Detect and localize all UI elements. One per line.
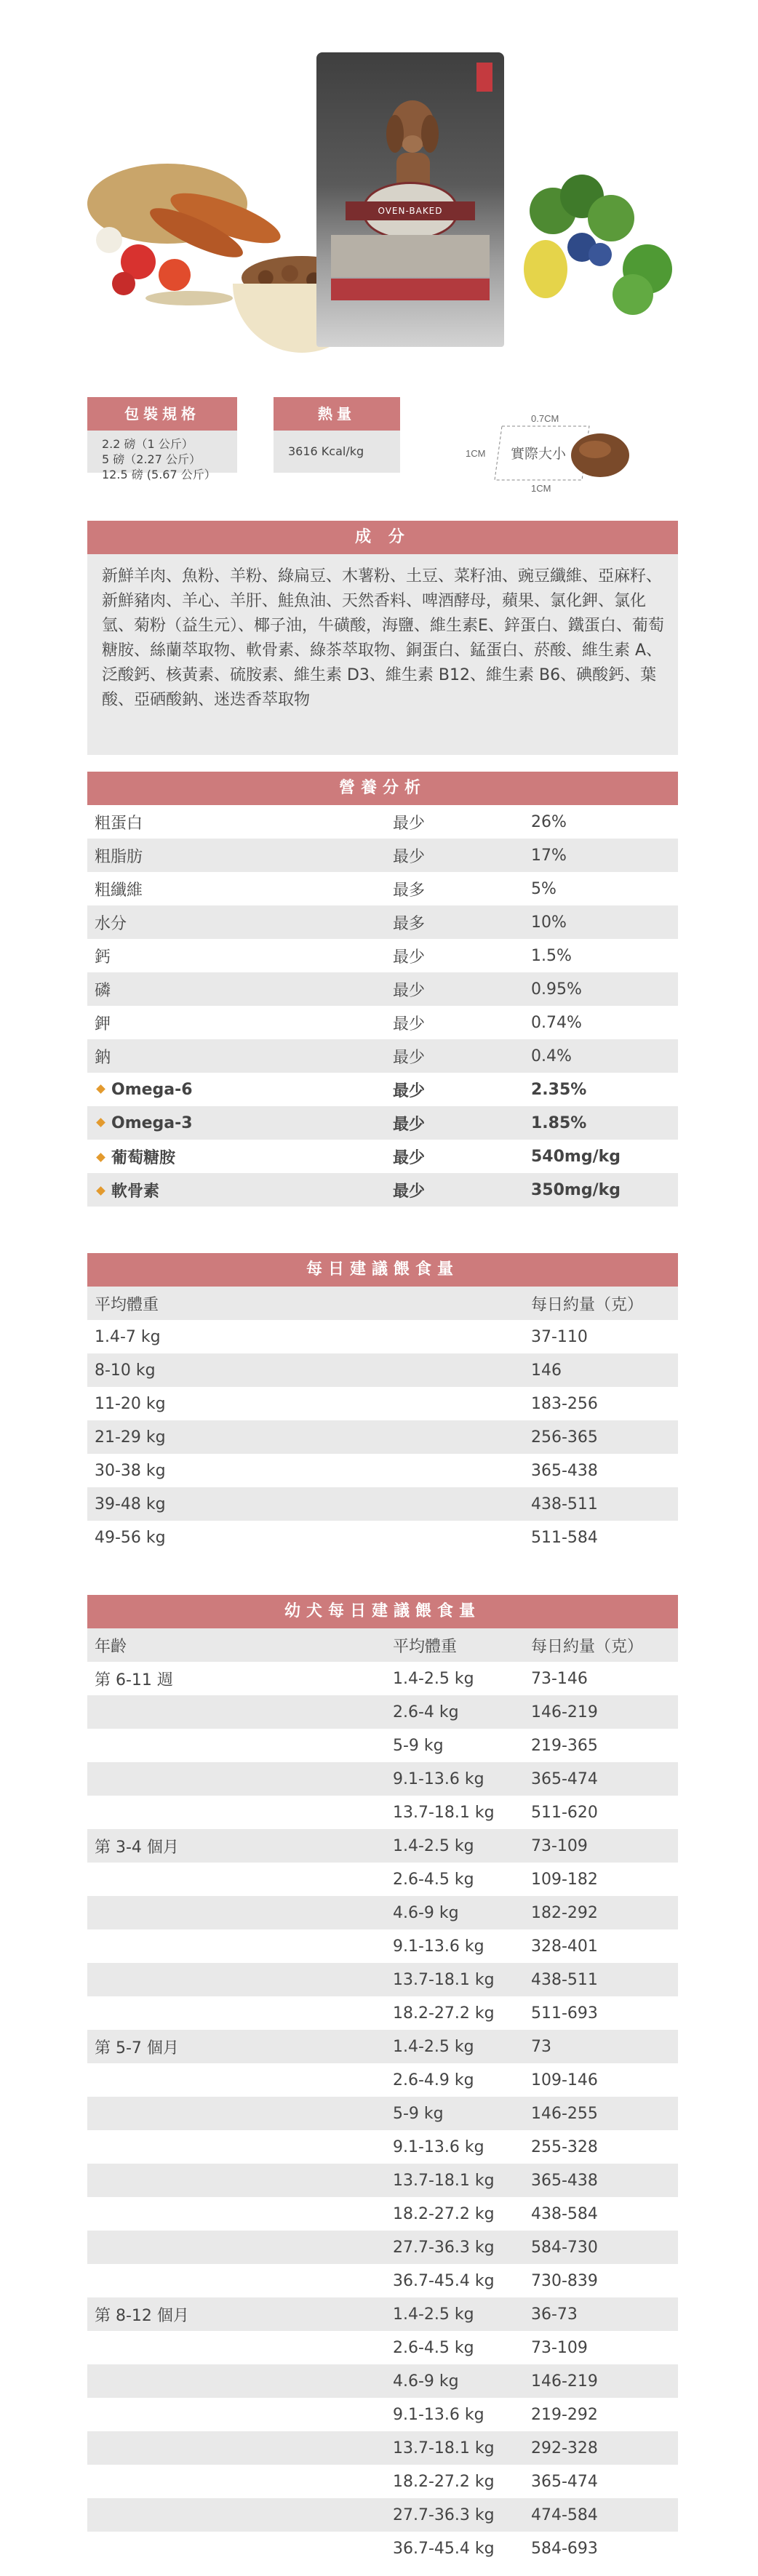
package-size-line: 12.5 磅 (5.67 公斤）: [102, 468, 216, 481]
nutrient-qualifier: 最少: [393, 948, 426, 967]
table-row: [87, 2130, 678, 2164]
nutrient-name: 粗蛋白: [95, 814, 143, 833]
table-row: [87, 2398, 678, 2431]
nutrient-qualifier: 最少: [393, 1048, 426, 1067]
calorie-title: 熱量: [274, 397, 400, 431]
weight-cell: 13.7-18.1 kg: [393, 2439, 495, 2457]
table-row: [87, 905, 678, 939]
table-row: [87, 2097, 678, 2130]
amount-cell: 36-73: [531, 2305, 578, 2324]
table-row: [87, 1662, 678, 1695]
daily-feeding-title: 每日建議餵食量: [87, 1253, 678, 1287]
nutrient-qualifier: 最少: [393, 847, 426, 866]
nutrition-table: [87, 805, 678, 1207]
actual-size-label: 實際大小: [511, 446, 567, 462]
amount-cell: 255-328: [531, 2137, 598, 2156]
weight-cell: 13.7-18.1 kg: [393, 2171, 495, 2190]
amount-cell: 73-109: [531, 2338, 588, 2357]
weight-cell: 5-9 kg: [393, 1736, 444, 1755]
weight-cell: 2.6-4.5 kg: [393, 2338, 474, 2357]
nutrient-value: 26%: [531, 812, 567, 831]
amount-cell: 730-839: [531, 2271, 598, 2290]
table-row: [87, 1173, 678, 1207]
table-row: [87, 1863, 678, 1896]
table-row: [87, 1073, 678, 1106]
amount-cell: 511-584: [531, 1528, 598, 1547]
nutrient-value: 0.4%: [531, 1047, 572, 1065]
nutrient-qualifier: 最少: [393, 814, 426, 833]
table-row: [87, 1729, 678, 1762]
amount-cell: 511-620: [531, 1803, 598, 1822]
table-row: [87, 2297, 678, 2331]
amount-cell: 146-219: [531, 2372, 598, 2391]
weight-cell: 2.6-4.5 kg: [393, 1870, 474, 1889]
nutrient-name: 鉀: [95, 1015, 111, 1033]
table-row: [87, 1762, 678, 1796]
size-top-dim: 0.7CM: [531, 413, 559, 424]
table-header-row: [87, 1628, 678, 1662]
column-header: 平均體重: [95, 1295, 159, 1314]
nutrient-name: Omega-3: [111, 1113, 193, 1132]
weight-cell: 1.4-7 kg: [95, 1327, 161, 1346]
table-row: [87, 1353, 678, 1387]
weight-cell: 9.1-13.6 kg: [393, 2137, 484, 2156]
table-row: [87, 2331, 678, 2364]
nutrient-qualifier: 最少: [393, 1148, 426, 1167]
table-row: [87, 2164, 678, 2197]
package-spec-body: [87, 431, 237, 481]
kibble-size-figure: [451, 404, 655, 492]
table-row: [87, 2532, 678, 2565]
table-row: [87, 1695, 678, 1729]
nutrient-value: 10%: [531, 913, 567, 932]
bag-stripe: [331, 235, 490, 277]
amount-cell: 328-401: [531, 1937, 598, 1956]
table-row: [87, 939, 678, 972]
table-row: [87, 805, 678, 839]
nutrient-value: 1.85%: [531, 1113, 587, 1132]
package-spec-title: 包裝規格: [87, 397, 237, 431]
daily-feeding-table: [87, 1287, 678, 1554]
bag-tag: [476, 63, 492, 92]
nutrient-value: 1.5%: [531, 946, 572, 965]
nutrient-name: 葡萄糖胺: [111, 1148, 176, 1167]
nutrient-name: 粗脂肪: [95, 847, 143, 866]
nutrition-section: [87, 772, 678, 1207]
table-row: [87, 1420, 678, 1454]
nutrient-qualifier: 最少: [393, 1081, 426, 1100]
nutrient-name: 鈉: [95, 1048, 111, 1067]
amount-cell: 365-474: [531, 1769, 598, 1788]
amount-cell: 511-693: [531, 2004, 598, 2023]
weight-cell: 13.7-18.1 kg: [393, 1970, 495, 1989]
table-row: [87, 1896, 678, 1929]
diamond-bullet-icon: [96, 1153, 105, 1162]
weight-cell: 13.7-18.1 kg: [393, 1803, 495, 1822]
weight-cell: 36.7-45.4 kg: [393, 2271, 495, 2290]
nutrient-name: 鈣: [95, 948, 111, 967]
diamond-bullet-icon: [96, 1118, 105, 1127]
ingredients-section: [87, 521, 678, 755]
ingredients-text: 新鮮羊肉、魚粉、羊粉、綠扁豆、木薯粉、土豆、菜籽油、豌豆纖維、亞麻籽、新鮮豬肉、羊心、羊肝、鮭魚油、天然香料、啤酒酵母，蘋果、氯化鉀、氯化氫、菊粉（益生元）、椰子油，牛磺酸，海鹽、維生素E、鋅蛋白、鐵蛋白、葡萄糖胺、絲蘭萃取物、軟骨素、綠茶萃取物、銅蛋白、錳蛋白、菸酸、維生素 A、泛酸鈣、核黃素、硫胺素、維生素 D3、維生素 B12、維生素 B6、碘酸鈣、葉酸、亞硒酸鈉、迷迭香萃取物: [87, 554, 678, 755]
nutrient-qualifier: 最多: [393, 914, 426, 933]
table-row: [87, 2231, 678, 2264]
amount-cell: 365-438: [531, 1461, 598, 1480]
amount-cell: 109-182: [531, 1870, 598, 1889]
table-row: [87, 1829, 678, 1863]
amount-cell: 474-584: [531, 2505, 598, 2524]
nutrient-value: 540mg/kg: [531, 1147, 621, 1166]
weight-cell: 39-48 kg: [95, 1495, 166, 1513]
nutrient-name: Omega-6: [111, 1080, 193, 1099]
nutrient-qualifier: 最少: [393, 1115, 426, 1134]
nutrient-name: 水分: [95, 914, 127, 933]
table-row: [87, 1963, 678, 1996]
age-cell: 第 6-11 週: [95, 1671, 173, 1689]
amount-cell: 584-730: [531, 2238, 598, 2257]
amount-cell: 73-109: [531, 1836, 588, 1855]
weight-cell: 18.2-27.2 kg: [393, 2204, 495, 2223]
nutrient-qualifier: 最少: [393, 981, 426, 1000]
weight-cell: 1.4-2.5 kg: [393, 2037, 474, 2056]
daily-feeding-section: [87, 1253, 678, 1554]
weight-cell: 1.4-2.5 kg: [393, 1836, 474, 1855]
calorie-box: [274, 397, 400, 473]
weight-cell: 30-38 kg: [95, 1461, 166, 1480]
package-size-line: 5 磅（2.27 公斤）: [102, 452, 201, 466]
package-size-line: 2.2 磅（1 公斤）: [102, 437, 194, 451]
amount-cell: 73: [531, 2037, 551, 2056]
vegetables-right-image: [502, 160, 684, 327]
amount-cell: 219-365: [531, 1736, 598, 1755]
amount-cell: 73-146: [531, 1669, 588, 1688]
table-header-row: [87, 1287, 678, 1320]
weight-cell: 5-9 kg: [393, 2104, 444, 2123]
weight-cell: 1.4-2.5 kg: [393, 1669, 474, 1688]
table-row: [87, 1929, 678, 1963]
size-bottom-dim: 1CM: [531, 483, 551, 492]
column-header: 年齡: [95, 1637, 127, 1656]
size-side-dim: 1CM: [466, 448, 486, 459]
weight-cell: 21-29 kg: [95, 1428, 166, 1447]
puppy-feeding-section: [87, 1595, 678, 2565]
column-header: 平均體重: [393, 1637, 458, 1656]
column-header: 每日約量（克）: [531, 1295, 644, 1314]
age-cell: 第 8-12 個月: [95, 2306, 189, 2325]
nutrition-title: 營養分析: [87, 772, 678, 805]
nutrient-name: 粗纖維: [95, 881, 143, 900]
table-row: [87, 2498, 678, 2532]
amount-cell: 109-146: [531, 2071, 598, 2089]
age-cell: 第 5-7 個月: [95, 2039, 179, 2057]
weight-cell: 27.7-36.3 kg: [393, 2238, 495, 2257]
weight-cell: 18.2-27.2 kg: [393, 2472, 495, 2491]
nutrient-qualifier: 最少: [393, 1182, 426, 1201]
nutrient-value: 5%: [531, 879, 556, 898]
column-header: 每日約量（克）: [531, 1637, 644, 1656]
package-spec-box: [87, 397, 237, 481]
product-hero: [0, 0, 758, 364]
product-bag-image: [316, 52, 504, 347]
amount-cell: 146: [531, 1361, 562, 1380]
amount-cell: 37-110: [531, 1327, 588, 1346]
weight-cell: 4.6-9 kg: [393, 2372, 459, 2391]
nutrient-value: 2.35%: [531, 1080, 587, 1099]
amount-cell: 183-256: [531, 1394, 598, 1413]
table-row: [87, 1454, 678, 1487]
weight-cell: 8-10 kg: [95, 1361, 156, 1380]
nutrient-name: 磷: [95, 981, 111, 1000]
nutrient-qualifier: 最多: [393, 881, 426, 900]
table-row: [87, 839, 678, 872]
table-row: [87, 1387, 678, 1420]
table-row: [87, 2431, 678, 2465]
amount-cell: 365-438: [531, 2171, 598, 2190]
table-row: [87, 1140, 678, 1173]
table-row: [87, 1006, 678, 1039]
table-row: [87, 1796, 678, 1829]
amount-cell: 438-584: [531, 2204, 598, 2223]
table-row: [87, 972, 678, 1006]
weight-cell: 2.6-4.9 kg: [393, 2071, 474, 2089]
nutrient-name: 軟骨素: [111, 1182, 160, 1201]
table-row: [87, 872, 678, 905]
weight-cell: 9.1-13.6 kg: [393, 1769, 484, 1788]
weight-cell: 1.4-2.5 kg: [393, 2305, 474, 2324]
table-row: [87, 2197, 678, 2231]
table-row: [87, 1039, 678, 1073]
weight-cell: 49-56 kg: [95, 1528, 166, 1547]
brand-band: OVEN-BAKED: [346, 201, 475, 220]
weight-cell: 11-20 kg: [95, 1394, 166, 1413]
diamond-bullet-icon: [96, 1186, 105, 1196]
table-row: [87, 1320, 678, 1353]
weight-cell: 9.1-13.6 kg: [393, 2405, 484, 2424]
table-row: [87, 1487, 678, 1521]
nutrient-qualifier: 最少: [393, 1015, 426, 1033]
nutrient-value: 0.74%: [531, 1013, 582, 1032]
diamond-bullet-icon: [96, 1084, 105, 1094]
amount-cell: 365-474: [531, 2472, 598, 2491]
table-row: [87, 1996, 678, 2030]
amount-cell: 146-219: [531, 1703, 598, 1721]
weight-cell: 9.1-13.6 kg: [393, 1937, 484, 1956]
amount-cell: 256-365: [531, 1428, 598, 1447]
table-row: [87, 2465, 678, 2498]
table-row: [87, 2364, 678, 2398]
table-row: [87, 2264, 678, 2297]
table-row: [87, 2063, 678, 2097]
calorie-value: 3616 Kcal/kg: [274, 431, 400, 473]
table-row: [87, 1521, 678, 1554]
amount-cell: 182-292: [531, 1903, 598, 1922]
table-row: [87, 1106, 678, 1140]
amount-cell: 438-511: [531, 1495, 598, 1513]
weight-cell: 4.6-9 kg: [393, 1903, 459, 1922]
weight-cell: 36.7-45.4 kg: [393, 2539, 495, 2558]
amount-cell: 219-292: [531, 2405, 598, 2424]
table-row: [87, 2030, 678, 2063]
weight-cell: 18.2-27.2 kg: [393, 2004, 495, 2023]
age-cell: 第 3-4 個月: [95, 1838, 179, 1857]
weight-cell: 27.7-36.3 kg: [393, 2505, 495, 2524]
weight-cell: 2.6-4 kg: [393, 1703, 459, 1721]
nutrient-value: 350mg/kg: [531, 1180, 621, 1199]
ingredients-title: 成 分: [87, 521, 678, 554]
nutrient-value: 17%: [531, 846, 567, 865]
puppy-feeding-title: 幼犬每日建議餵食量: [87, 1595, 678, 1628]
puppy-feeding-table: [87, 1628, 678, 2565]
bag-red-bar: [331, 279, 490, 300]
amount-cell: 146-255: [531, 2104, 598, 2123]
nutrient-value: 0.95%: [531, 980, 582, 999]
amount-cell: 438-511: [531, 1970, 598, 1989]
amount-cell: 292-328: [531, 2439, 598, 2457]
amount-cell: 584-693: [531, 2539, 598, 2558]
